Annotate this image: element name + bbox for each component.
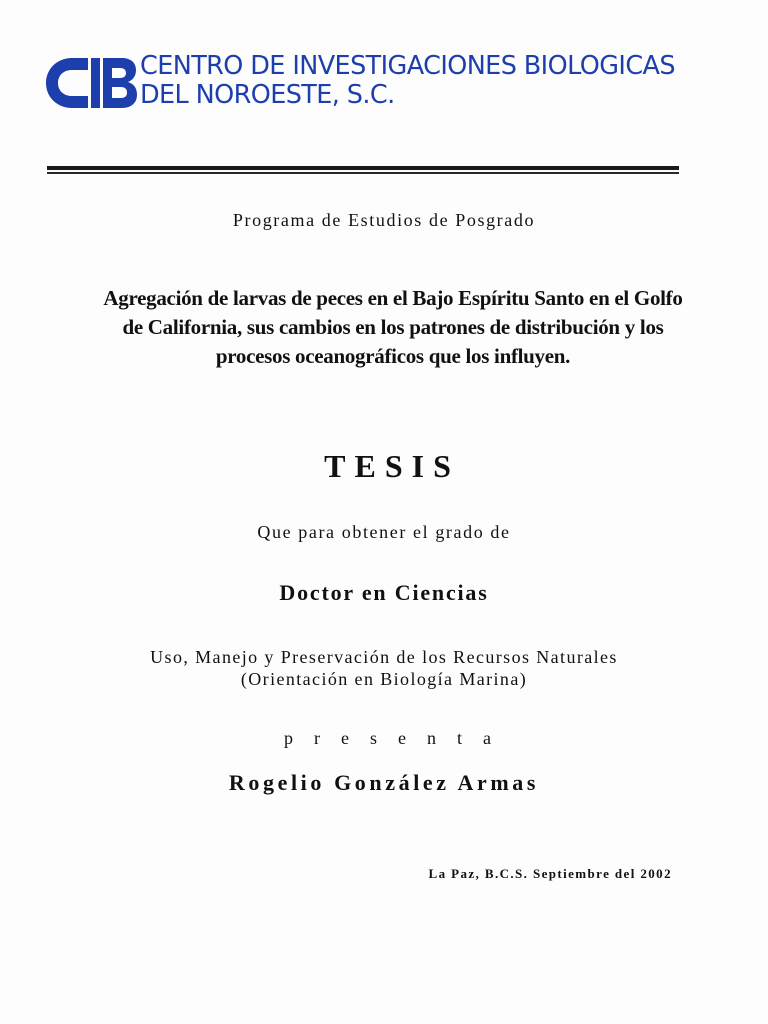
degree-purpose-text: Que para obtener el grado de bbox=[257, 522, 511, 542]
program-heading: Programa de Estudios de Posgrado bbox=[232, 210, 536, 230]
degree-name: Doctor en Ciencias bbox=[279, 580, 489, 605]
institution-name bbox=[140, 52, 700, 110]
specialty-line-2: (Orientación en Biología Marina) bbox=[240, 669, 528, 689]
cibnor-logo-icon bbox=[42, 56, 138, 110]
thesis-title: Agregación de larvas de peces en el Bajo Espíritu Santo en el Golfo de California, sus cambios en los patrones de distribución y los procesos oceanográficos que los influyen. bbox=[103, 286, 683, 368]
presents-text: presenta bbox=[284, 728, 512, 748]
institution-name-line1: CENTRO DE INVESTIGACIONES BIOLOGICAS bbox=[140, 51, 675, 81]
specialty-line-1: Uso, Manejo y Preservación de los Recursos Naturales bbox=[150, 647, 618, 667]
institution-header bbox=[42, 52, 702, 112]
institution-name-line2: DEL NOROESTE, S.C. bbox=[140, 80, 395, 110]
document-type: TESIS bbox=[324, 448, 460, 484]
divider-thick-line bbox=[47, 166, 679, 170]
double-rule-divider bbox=[47, 166, 679, 175]
specialty-block bbox=[0, 646, 768, 690]
author-name: Rogelio González Armas bbox=[228, 770, 540, 795]
place-and-date: La Paz, B.C.S. Septiembre del 2002 bbox=[428, 866, 672, 881]
divider-thin-line bbox=[47, 172, 679, 174]
